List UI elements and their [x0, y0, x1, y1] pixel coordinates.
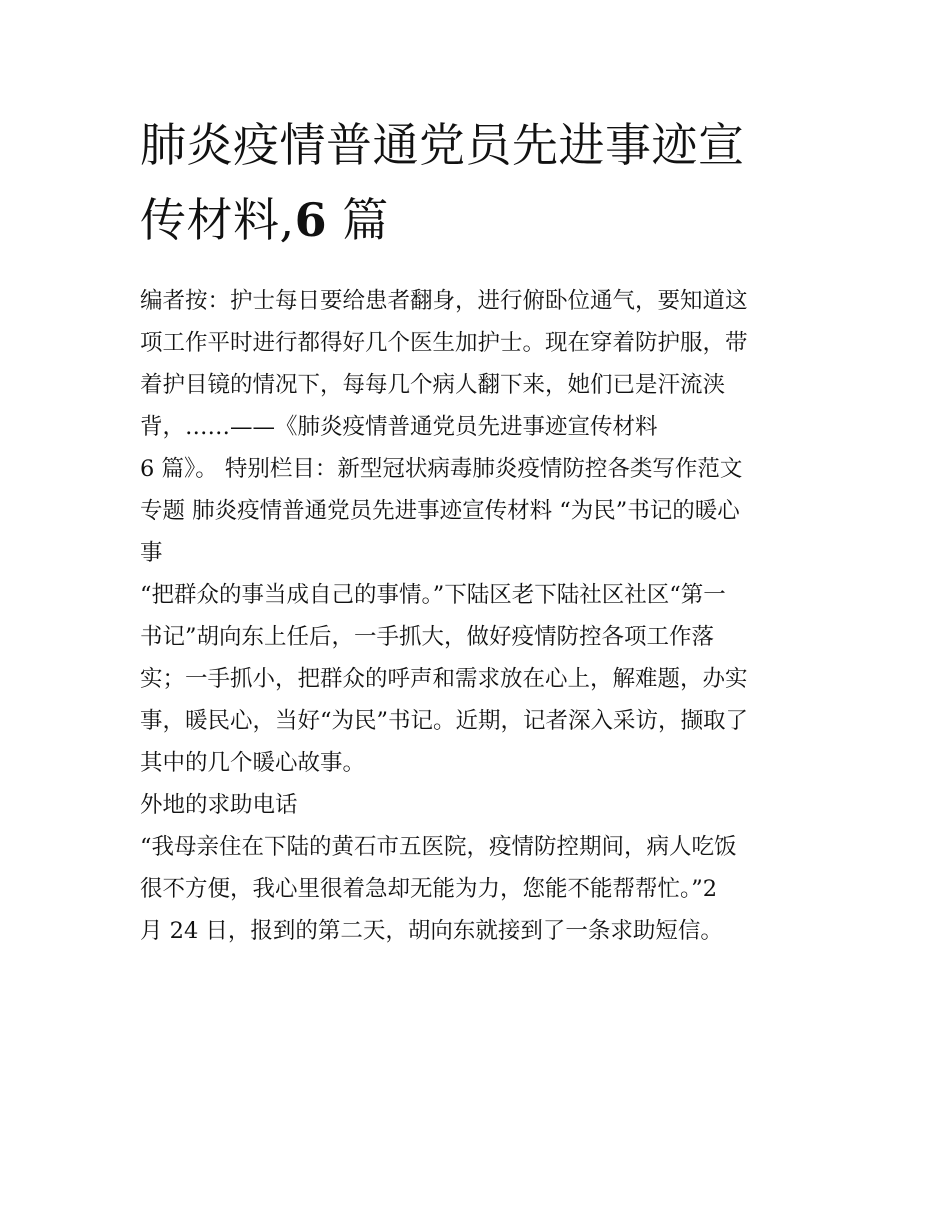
- document-title: [140, 108, 820, 258]
- paragraph-line: “我母亲住在下陆的黄石市五医院，疫情防控期间，病人吃饭: [140, 834, 737, 860]
- paragraph-line: 专题 肺炎疫情普通党员先进事迹宣传材料 “为民”书记的暖心: [140, 498, 740, 524]
- paragraph-line: 项工作平时进行都得好几个医生加护士。现在穿着防护服，带: [140, 330, 748, 356]
- paragraph-line: 着护目镜的情况下，每每几个病人翻下来，她们已是汗流浃: [140, 372, 726, 398]
- paragraph-line: 实；一手抓小，把群众的呼声和需求放在心上，解难题，办实: [140, 666, 748, 692]
- section-heading: 外地的求助电话: [140, 792, 298, 818]
- paragraph-line: 很不方便，我心里很着急却无能为力，您能不能帮帮忙。”2: [140, 876, 718, 902]
- document-body: [140, 280, 820, 952]
- paragraph-line: 编者按：护士每日要给患者翻身，进行俯卧位通气，要知道这: [140, 288, 748, 314]
- paragraph-line: 事: [140, 540, 163, 566]
- title-count: 6: [294, 193, 328, 247]
- paragraph-line: 背，……——《肺炎疫情普通党员先进事迹宣传材料: [140, 414, 658, 440]
- paragraph-line: “把群众的事当成自己的事情。”下陆区老下陆社区社区“第一: [140, 582, 726, 608]
- paragraph-line: 书记”胡向东上任后，一手抓大，做好疫情防控各项工作落: [140, 624, 715, 650]
- paragraph-line: 其中的几个暖心故事。: [140, 750, 366, 776]
- paragraph-line: 6 篇》。 特别栏目：新型冠状病毒肺炎疫情防控各类写作范文: [140, 456, 743, 482]
- title-suffix: 篇: [342, 193, 389, 247]
- paragraph-line: 月 24 日，报到的第二天，胡向东就接到了一条求助短信。: [140, 918, 723, 944]
- title-line-2: 传材料,: [140, 193, 295, 247]
- title-line-1: 肺炎疫情普通党员先进事迹宣: [140, 118, 745, 172]
- paragraph-line: 事，暖民心，当好“为民”书记。近期，记者深入采访，撷取了: [140, 708, 749, 734]
